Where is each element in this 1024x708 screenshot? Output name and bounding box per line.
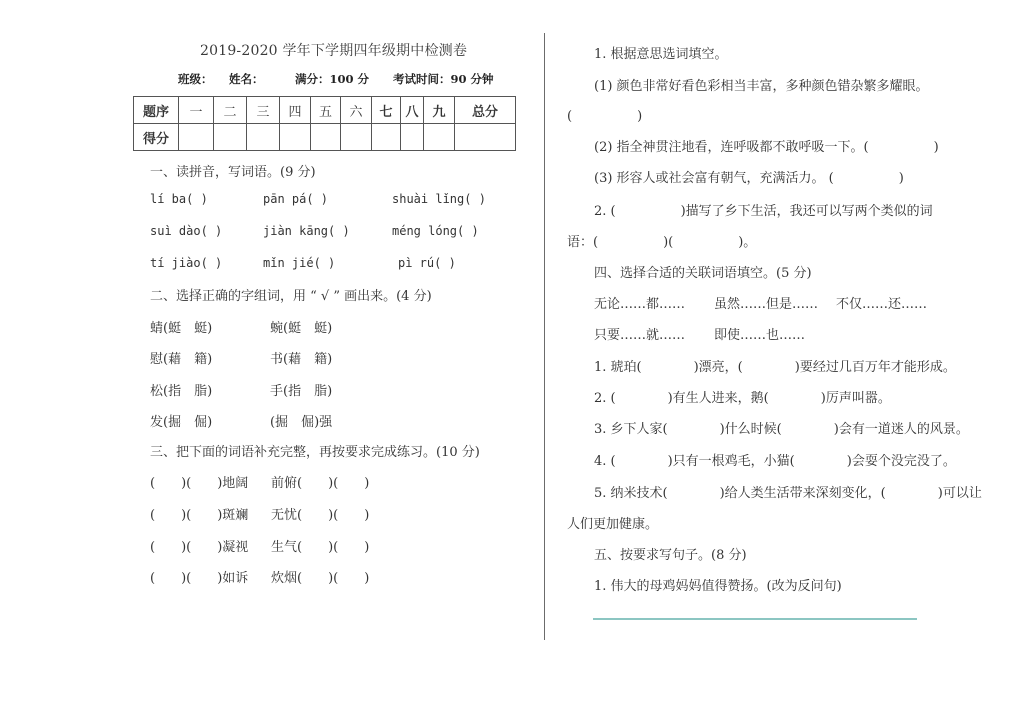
table-cell: 二 <box>214 97 247 124</box>
class-label: 班级： <box>178 72 213 86</box>
table-cell: 四 <box>280 97 311 124</box>
conjunction-question: 5. 纳米技术( )给人类生活带来深刻变化，( )可以让 <box>594 486 982 501</box>
conjunction-option: 虽然……但是…… <box>714 297 819 312</box>
score-input-cell[interactable] <box>424 124 455 151</box>
conjunction-option: 即使……也…… <box>714 328 806 343</box>
question-1-1: (1) 颜色非常好看色彩相当丰富，多种颜色错杂繁多耀眼。 <box>594 79 929 94</box>
table-cell-label: 得分 <box>134 124 179 151</box>
conjunction-question: 4. ( )只有一根鸡毛，小猫( )会耍个没完没了。 <box>594 454 956 469</box>
name-label: 姓名： <box>229 72 264 86</box>
table-cell: 一 <box>179 97 214 124</box>
idiom-fill-item: ( )( )斑斓 <box>150 508 249 523</box>
question-2-line2: 语：( )( )。 <box>567 235 757 250</box>
table-cell: 七 <box>372 97 401 124</box>
idiom-fill-item: 前俯( )( ) <box>271 476 370 491</box>
idiom-fill-item: 生气( )( ) <box>271 540 370 555</box>
char-choice-item: 慰(藉 籍) <box>150 352 213 367</box>
full-score: 满分：100 分 <box>295 72 370 86</box>
question-1-3: (3) 形容人或社会富有朝气，充满活力。 ( ) <box>594 171 904 186</box>
score-input-cell[interactable] <box>341 124 372 151</box>
conjunction-question: 2. ( )有生人进来，鹅( )厉声叫嚣。 <box>594 391 891 406</box>
section3-heading: 三、把下面的词语补充完整，再按要求完成练习。(10 分) <box>150 445 480 460</box>
char-choice-item: (掘 倔)强 <box>270 415 333 430</box>
idiom-fill-item: 无忧( )( ) <box>271 508 370 523</box>
idiom-fill-item: ( )( )凝视 <box>150 540 249 555</box>
score-table-score-row <box>134 124 516 151</box>
score-input-cell[interactable] <box>247 124 280 151</box>
section2-heading: 二、选择正确的字组词，用 “ √ ” 画出来。(4 分) <box>150 289 432 304</box>
section4-heading: 四、选择合适的关联词语填空。(5 分) <box>594 266 812 281</box>
score-input-cell[interactable] <box>280 124 311 151</box>
conjunction-option: 只要……就…… <box>594 328 686 343</box>
section1-heading: 一、读拼音，写词语。(9 分) <box>150 165 316 180</box>
score-input-cell[interactable] <box>401 124 424 151</box>
table-cell: 三 <box>247 97 280 124</box>
pinyin-item: pān pá( ) <box>263 192 329 206</box>
question-2-line1: 2. ( )描写了乡下生活，我还可以写两个类似的词 <box>594 204 933 219</box>
table-cell-label: 题序 <box>134 97 179 124</box>
score-input-cell[interactable] <box>179 124 214 151</box>
conjunction-question: 3. 乡下人家( )什么时候( )会有一道迷人的风景。 <box>594 422 969 437</box>
char-choice-item: 手(指 脂) <box>270 384 333 399</box>
idiom-fill-item: ( )( )地阔 <box>150 476 249 491</box>
answer-line[interactable] <box>593 618 917 620</box>
char-choice-item: 蜿(蜓 蜓) <box>270 321 333 336</box>
score-input-cell[interactable] <box>311 124 341 151</box>
pinyin-item: méng lóng( ) <box>392 224 479 238</box>
conjunction-option: 无论……都…… <box>594 297 686 312</box>
char-choice-item: 书(藉 籍) <box>270 352 333 367</box>
conjunction-question-cont: 人们更加健康。 <box>567 517 659 532</box>
pinyin-item: suì dào( ) <box>150 224 223 238</box>
table-cell: 八 <box>401 97 424 124</box>
pinyin-item: jiàn kāng( ) <box>263 224 350 238</box>
idiom-fill-item: ( )( )如诉 <box>150 571 249 586</box>
sentence-question-1: 1. 伟大的母鸡妈妈值得赞扬。(改为反问句) <box>594 579 842 594</box>
column-divider <box>544 33 545 640</box>
char-choice-item: 松(指 脂) <box>150 384 213 399</box>
idiom-fill-item: 炊烟( )( ) <box>271 571 370 586</box>
question-1-title: 1. 根据意思选词填空。 <box>594 47 728 62</box>
conjunction-question: 1. 琥珀( )漂亮，( )要经过几百万年才能形成。 <box>594 360 956 375</box>
table-cell: 六 <box>341 97 372 124</box>
score-table <box>133 96 516 151</box>
score-input-cell[interactable] <box>214 124 247 151</box>
question-1-2: (2) 指全神贯注地看，连呼吸都不敢呼吸一下。( ) <box>594 140 939 155</box>
pinyin-item: pì rú( ) <box>398 256 456 270</box>
char-choice-item: 发(掘 倔) <box>150 415 213 430</box>
char-choice-item: 蜻(蜓 蜓) <box>150 321 213 336</box>
pinyin-item: tí jiào( ) <box>150 256 223 270</box>
score-input-cell[interactable] <box>455 124 516 151</box>
conjunction-option: 不仅……还…… <box>836 297 928 312</box>
table-cell: 五 <box>311 97 341 124</box>
section5-heading: 五、按要求写句子。(8 分) <box>594 548 747 563</box>
exam-title: 2019-2020 学年下学期四年级期中检测卷 <box>200 43 468 59</box>
pinyin-item: shuài lǐng( ) <box>392 192 486 206</box>
table-cell-total: 总分 <box>455 97 516 124</box>
table-cell: 九 <box>424 97 455 124</box>
exam-time: 考试时间：90 分钟 <box>393 72 494 86</box>
question-1-1-blank: ( ) <box>567 109 643 124</box>
score-table-header-row <box>134 97 516 124</box>
pinyin-item: lí ba( ) <box>150 192 208 206</box>
pinyin-item: mǐn jié( ) <box>263 256 336 270</box>
score-input-cell[interactable] <box>372 124 401 151</box>
